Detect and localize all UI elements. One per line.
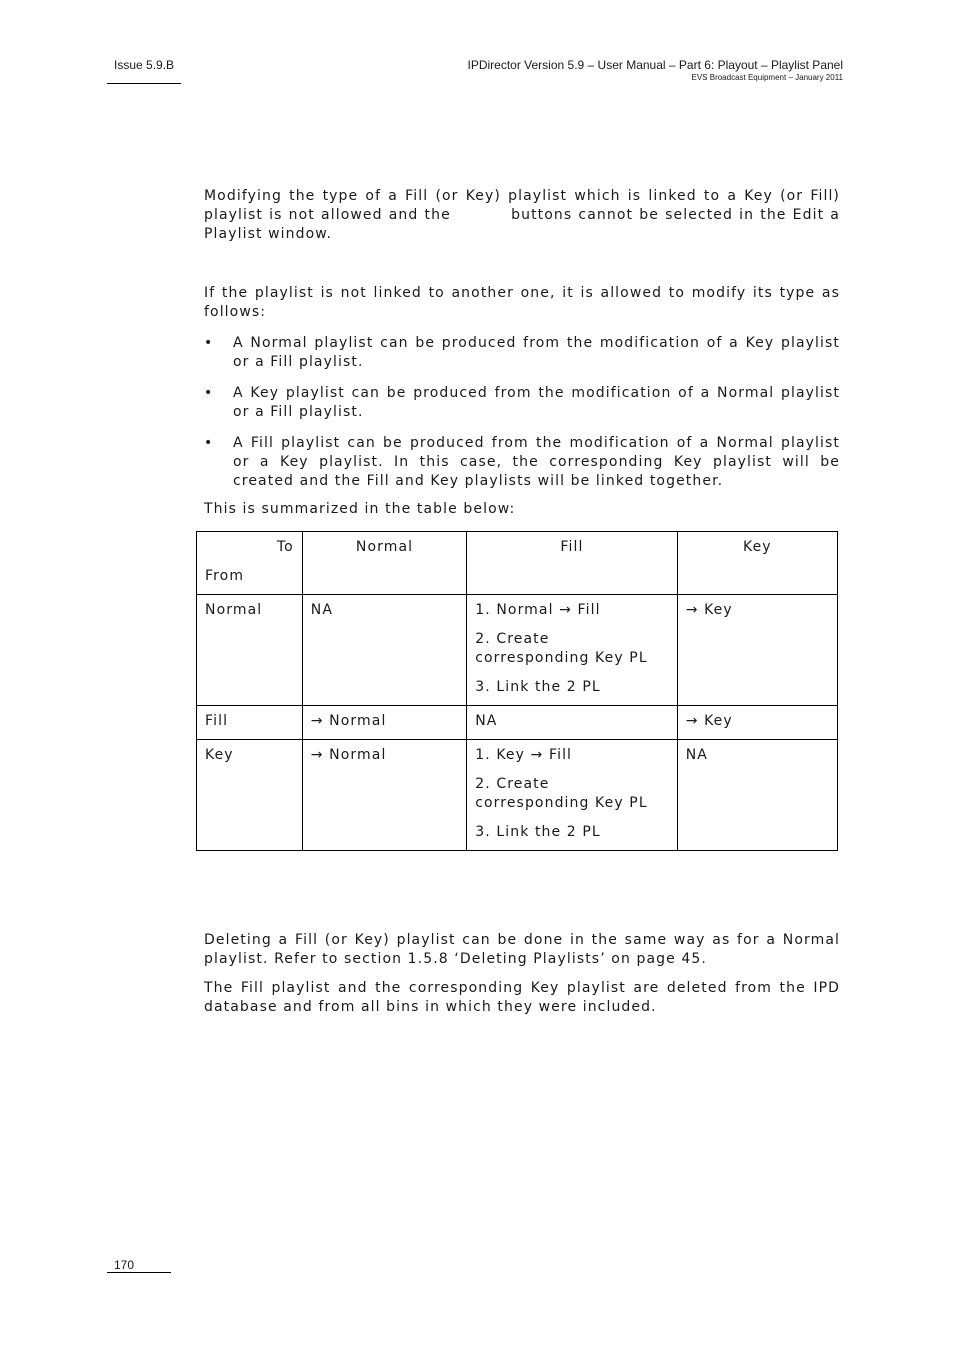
page-header xyxy=(467,58,843,83)
list-item-text: A Normal playlist can be produced from the modification of a Key playlist or a Fill playlist. xyxy=(233,335,840,370)
paragraph-type-restriction xyxy=(204,187,840,244)
cell-text: → Key xyxy=(685,602,733,618)
table-row xyxy=(197,740,838,851)
bullet-icon: • xyxy=(204,385,214,401)
row-header: Fill xyxy=(197,706,303,740)
cell-text: → Normal xyxy=(310,747,387,763)
from-label: From xyxy=(205,568,245,584)
bullet-icon: • xyxy=(204,335,214,351)
summary-intro: This is summarized in the table below: xyxy=(204,501,516,517)
table-cell xyxy=(467,595,677,706)
paragraph-text: Deleting a Fill (or Key) playlist can be done in the same way as for a Normal playlist. Refer to section 1.5.8 ‘Deleting Playlists’ on page 45. xyxy=(204,932,840,967)
issue-label: Issue 5.9.B xyxy=(114,58,175,72)
table-cell xyxy=(677,706,837,740)
modification-rules xyxy=(204,284,840,519)
document-subtitle: EVS Broadcast Equipment – January 2011 xyxy=(691,73,843,82)
table-cell xyxy=(677,740,837,851)
column-header-fill: Fill xyxy=(467,532,677,595)
cell-text: 3. Link the 2 PL xyxy=(475,679,601,695)
paragraph-text: The Fill playlist and the corresponding Key playlist are deleted from the IPD database and from all bins in which they were included. xyxy=(204,980,840,1015)
bullet-list xyxy=(204,334,840,491)
paragraph-text: Modifying the type of a Fill (or Key) playlist which is linked to a Key (or Fill) playlist is not allowed and the xyxy=(204,188,840,223)
row-header: Key xyxy=(197,740,303,851)
list-item xyxy=(204,434,840,491)
table-corner-cell xyxy=(197,532,303,595)
list-item-text: A Fill playlist can be produced from the modification of a Normal playlist or a Key playlist. In this case, the corresponding Key playlist will be created and the Fill and Key playlists will be linked together. xyxy=(233,435,840,489)
cell-text: → Key xyxy=(685,713,733,729)
to-label: To xyxy=(276,539,294,555)
header-left-rule xyxy=(107,83,181,84)
paragraph-text: buttons cannot be selected in the Edit a Playlist window. xyxy=(204,207,840,242)
footer-rule xyxy=(107,1272,171,1273)
cell-text: 1. Normal → Fill xyxy=(475,602,601,618)
cell-text: 1. Key → Fill xyxy=(475,747,573,763)
table-row xyxy=(197,595,838,706)
table-cell xyxy=(302,595,466,706)
table-cell xyxy=(467,740,677,851)
table-cell xyxy=(467,706,677,740)
table-cell xyxy=(302,740,466,851)
column-header-normal: Normal xyxy=(302,532,466,595)
cell-text: 2. Create corresponding Key PL xyxy=(475,776,648,811)
column-header-key: Key xyxy=(677,532,837,595)
cell-text: NA xyxy=(685,747,708,763)
table-cell xyxy=(302,706,466,740)
cell-text: NA xyxy=(310,602,334,618)
list-item xyxy=(204,334,840,372)
document-title: IPDirector Version 5.9 – User Manual – Part 6: Playout – Playlist Panel xyxy=(467,58,843,72)
deletion-section xyxy=(204,931,840,1017)
cell-text: NA xyxy=(475,713,498,729)
table-header-row xyxy=(197,532,838,595)
bullet-icon: • xyxy=(204,435,214,451)
page-number: 170 xyxy=(114,1258,135,1272)
list-item xyxy=(204,384,840,422)
table-row xyxy=(197,706,838,740)
summary-table xyxy=(196,531,838,851)
cell-text: 3. Link the 2 PL xyxy=(475,824,601,840)
row-header: Normal xyxy=(197,595,303,706)
cell-text: → Normal xyxy=(310,713,387,729)
list-item-text: A Key playlist can be produced from the modification of a Normal playlist or a Fill playlist. xyxy=(233,385,840,420)
table-cell xyxy=(677,595,837,706)
cell-text: 2. Create corresponding Key PL xyxy=(475,631,648,666)
paragraph-text: If the playlist is not linked to another one, it is allowed to modify its type as follows: xyxy=(204,285,840,320)
